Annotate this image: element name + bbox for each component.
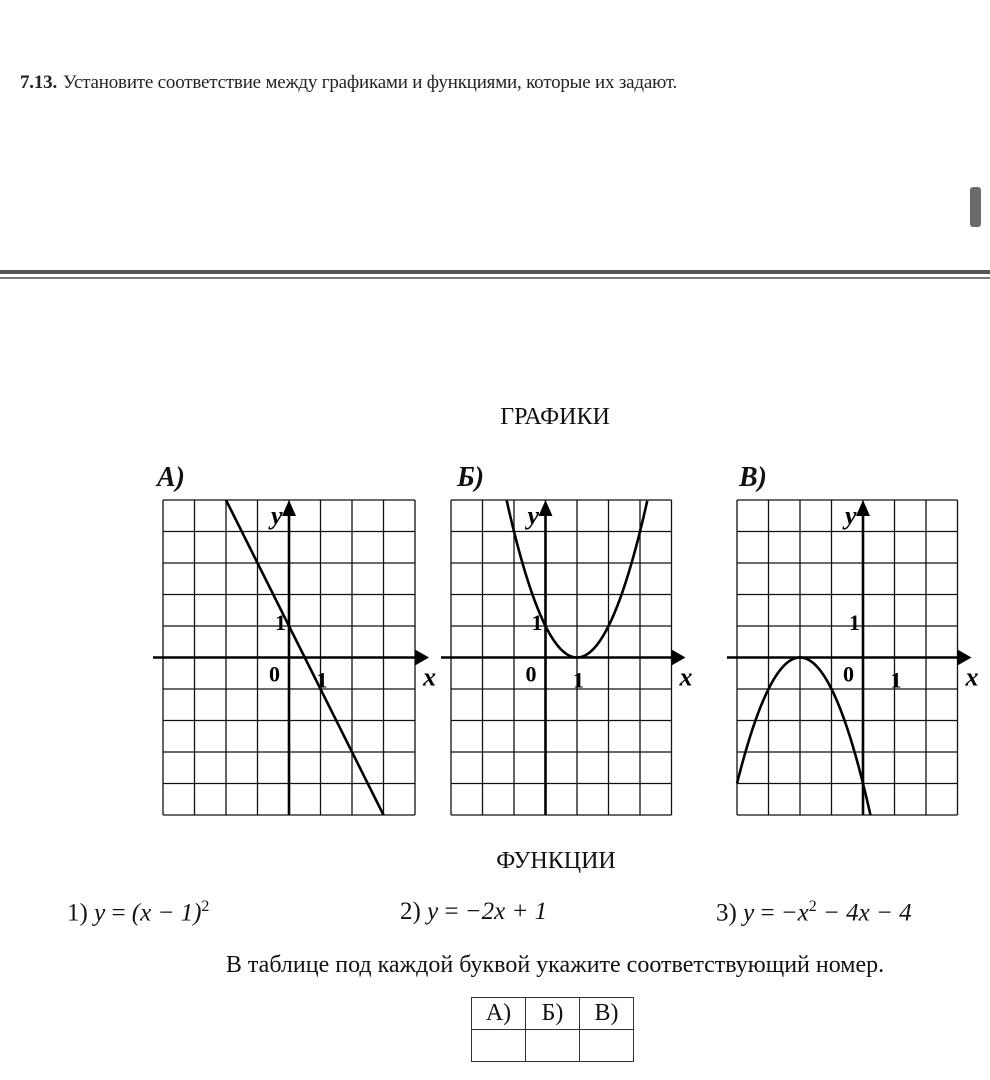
answer-header-v: В) [580,998,634,1030]
y-axis-arrow [282,500,296,516]
problem-text: Установите соответствие между графиками и функциями, которые их задают. [63,72,678,93]
instruction-text: В таблице под каждой буквой укажите соответствующий номер. [225,952,885,978]
functions-section-title: ФУНКЦИИ [496,848,616,874]
function-3-exponent: 2 [808,898,817,915]
x-axis-label: x [965,662,979,692]
graph-v-letter: В) [739,462,767,493]
y-axis-label: y [845,501,857,530]
function-3-rhs-tail: − 4x − 4 [816,899,912,927]
answer-header-a: А) [472,998,526,1030]
y-axis-label: y [527,501,540,530]
problem-number: 7.13. [20,72,58,93]
x-axis-label: x [679,662,693,692]
function-3 [716,898,912,927]
divider-line [0,270,990,274]
answer-cell-v[interactable] [580,1030,634,1062]
problem-statement [20,72,985,94]
function-1-lhs: y [94,899,106,927]
function-3-rhs: −x [780,899,809,927]
function-1-eq: = [105,899,132,927]
function-2-lhs: y [427,898,439,925]
graph-v [737,500,979,816]
function-1-exponent: 2 [201,898,210,915]
graph-b-letter: Б) [457,462,485,493]
y-axis-arrow [856,500,870,516]
graph-a-letter: А) [157,462,185,493]
function-1 [67,898,209,927]
graph-a [163,500,436,816]
graph-b [451,500,693,816]
x-axis-label: x [423,662,436,692]
answer-table [471,997,634,1062]
y-tick-label: 1 [275,610,286,635]
origin-label: 0 [525,661,537,687]
function-3-number: 3) [716,899,737,927]
divider-line-secondary [0,277,990,279]
y-tick-label: 1 [531,610,543,635]
function-3-eq: = [754,899,781,927]
function-2-number: 2) [400,898,421,925]
graphs-section-title: ГРАФИКИ [500,404,610,430]
x-tick-label: 1 [316,667,328,693]
y-tick-label: 1 [849,610,860,635]
origin-label: 0 [269,661,280,687]
y-axis-label: y [271,501,283,530]
origin-label: 0 [843,661,854,687]
function-3-lhs: y [743,899,755,927]
y-axis-arrow [539,500,553,516]
function-1-number: 1) [67,899,88,927]
answer-cell-a[interactable] [472,1030,526,1062]
function-2 [400,898,547,926]
x-tick-label: 1 [890,667,902,693]
function-2-rhs: −2x + 1 [464,898,548,925]
function-1-rhs: (x − 1) [131,899,202,927]
answer-cell-b[interactable] [526,1030,580,1062]
function-2-eq: = [438,898,465,925]
x-tick-label: 1 [573,667,584,693]
scrollbar-thumb[interactable] [970,187,981,227]
answer-header-b: Б) [526,998,580,1030]
